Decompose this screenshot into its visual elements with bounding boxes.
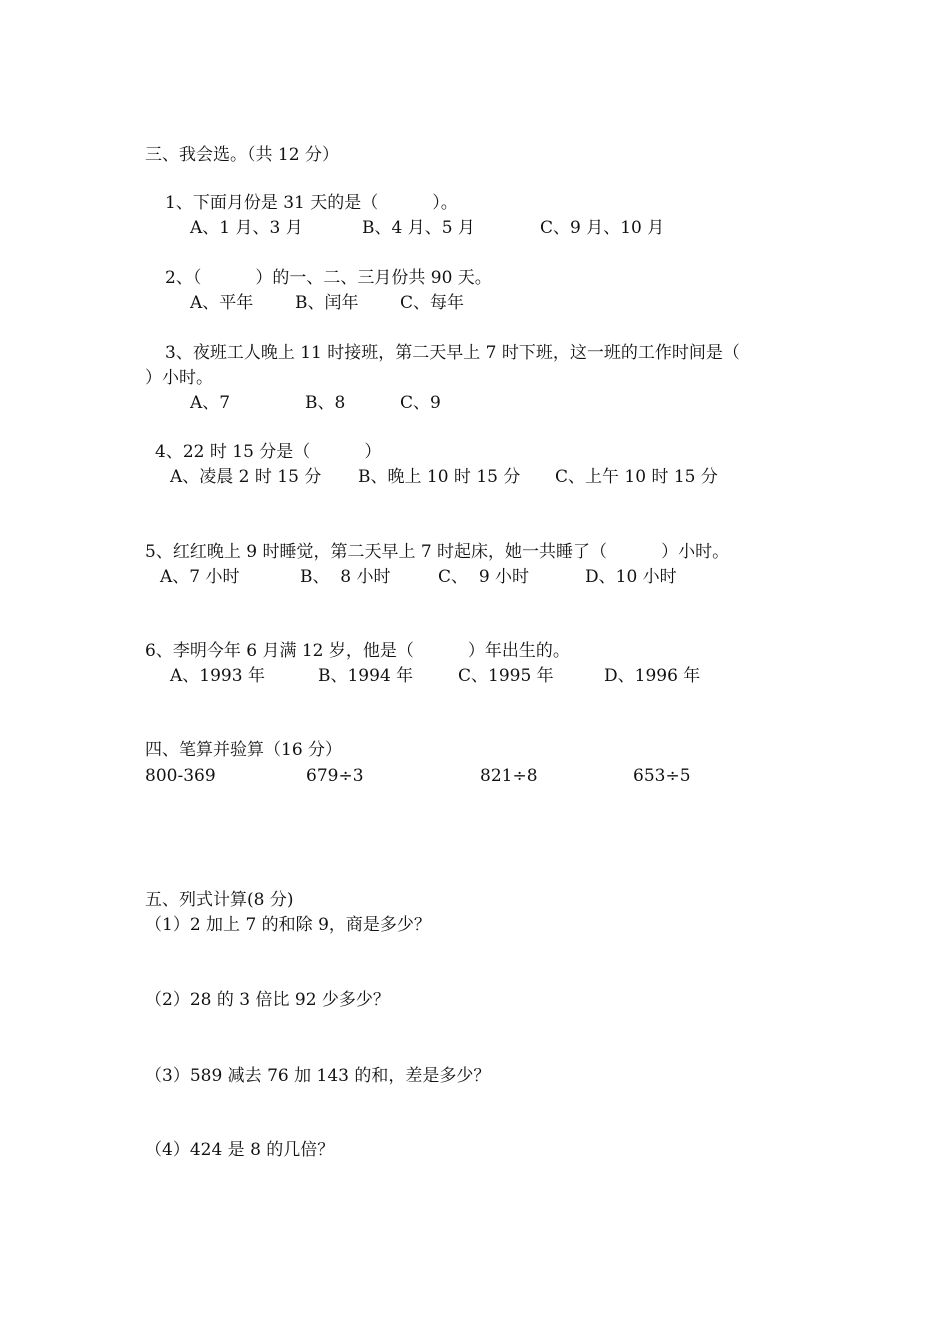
section-4-heading: 四、笔算并验算（16 分）	[145, 740, 343, 760]
calc-problem: 679÷3	[306, 766, 364, 786]
q5-option-d: D、10 小时	[585, 567, 677, 587]
q5-option-c: C、 9 小时	[438, 567, 530, 587]
calc-problem: 653÷5	[633, 766, 691, 786]
q3-option-c: C、9	[400, 393, 441, 413]
word-problem-1: （1）2 加上 7 的和除 9，商是多少？	[145, 915, 431, 935]
section-3-heading: 三、我会选。（共 12 分）	[145, 145, 339, 165]
section-5-heading: 五、列式计算(8 分)	[145, 890, 294, 910]
calc-problem: 800-369	[145, 766, 216, 786]
q3-option-b: B、8	[305, 393, 346, 413]
q4-option-b: B、晚上 10 时 15 分	[358, 467, 521, 487]
q1-option-c: C、9 月、10 月	[540, 218, 665, 238]
q6-option-c: C、1995 年	[458, 666, 554, 686]
q5-option-a: A、7 小时	[160, 567, 240, 587]
word-problem-3: （3）589 减去 76 加 143 的和，差是多少？	[145, 1066, 491, 1086]
question-4: 4、22 时 15 分是（ ）	[155, 442, 382, 462]
q2-option-c: C、每年	[400, 293, 465, 313]
question-2: 2、（ ）的一、二、三月份共 90 天。	[165, 268, 492, 288]
word-problem-4: （4）424 是 8 的几倍？	[145, 1140, 335, 1160]
question-1: 1、下面月份是 31 天的是（ ）。	[165, 193, 458, 213]
q2-option-a: A、平年	[190, 293, 254, 313]
word-problem-2: （2）28 的 3 倍比 92 少多少？	[145, 990, 390, 1010]
q4-option-a: A、凌晨 2 时 15 分	[170, 467, 322, 487]
q6-option-b: B、1994 年	[318, 666, 414, 686]
q5-option-b: B、 8 小时	[300, 567, 391, 587]
q2-option-b: B、闰年	[295, 293, 359, 313]
q4-option-c: C、上午 10 时 15 分	[555, 467, 718, 487]
q1-option-b: B、4 月、5 月	[362, 218, 475, 238]
question-5: 5、红红晚上 9 时睡觉，第二天早上 7 时起床，她一共睡了（ ）小时。	[145, 542, 730, 562]
calc-problem: 821÷8	[480, 766, 538, 786]
q1-option-a: A、1 月、3 月	[190, 218, 303, 238]
q3-option-a: A、7	[190, 393, 231, 413]
q6-option-d: D、1996 年	[604, 666, 701, 686]
q6-option-a: A、1993 年	[170, 666, 265, 686]
question-6: 6、李明今年 6 月满 12 岁，他是（ ）年出生的。	[145, 641, 570, 661]
question-3-line-1: 3、夜班工人晚上 11 时接班，第二天早上 7 时下班，这一班的工作时间是（	[165, 343, 740, 363]
question-3-line-2: ）小时。	[145, 368, 213, 388]
